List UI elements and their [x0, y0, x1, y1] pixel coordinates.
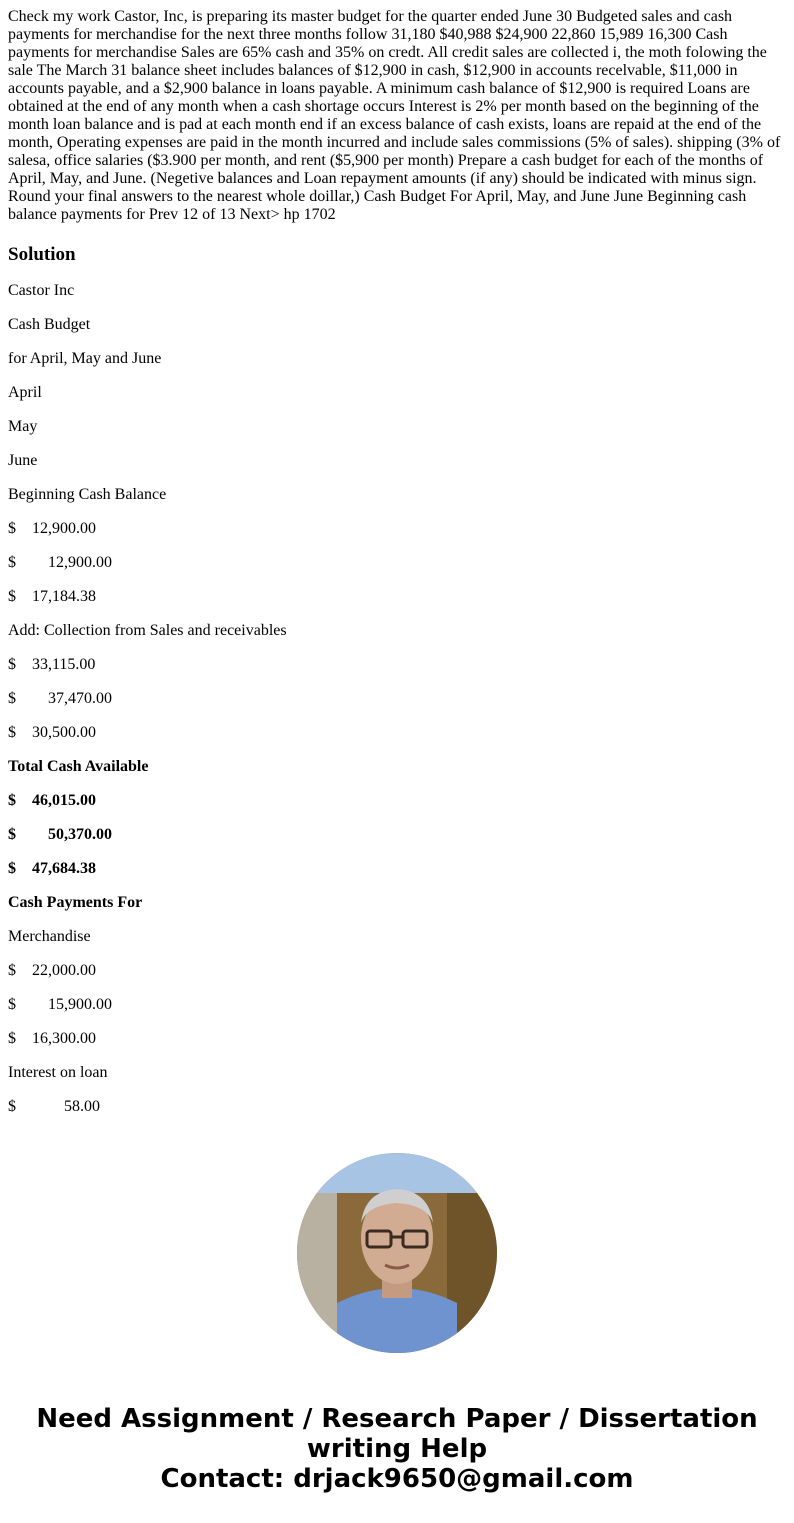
banner-line: Need Assignment / Research Paper / Dissertation: [36, 1404, 758, 1434]
solution-line: $ 37,470.00: [8, 690, 112, 707]
solution-line: $ 47,684.38: [8, 860, 96, 877]
solution-line: $ 33,115.00: [8, 656, 96, 673]
solution-line: Castor Inc: [8, 282, 75, 299]
solution-line: Cash Budget: [8, 316, 91, 333]
contact-email: Contact: drjack9650@gmail.com: [160, 1464, 634, 1494]
solution-line: $ 16,300.00: [8, 1030, 96, 1047]
solution-line: $ 30,500.00: [8, 724, 96, 741]
solution-line: April: [8, 384, 42, 401]
avatar-portrait-icon: [297, 1153, 497, 1353]
solution-heading: Solution: [8, 244, 76, 265]
solution-line: $ 46,015.00: [8, 792, 96, 809]
avatar: [297, 1153, 497, 1353]
solution-line: $ 58.00: [8, 1098, 100, 1115]
contact-banner: [0, 1404, 794, 1494]
solution-line: $ 15,900.00: [8, 996, 112, 1013]
solution-line: May: [8, 418, 38, 435]
solution-line: June: [8, 452, 38, 469]
solution-line: $ 12,900.00: [8, 554, 112, 571]
solution-line: for April, May and June: [8, 350, 162, 367]
solution-line: Add: Collection from Sales and receivables: [8, 622, 287, 639]
solution-line: $ 17,184.38: [8, 588, 96, 605]
solution-line: Cash Payments For: [8, 894, 143, 911]
solution-line: Interest on loan: [8, 1064, 108, 1081]
question-text: Check my work Castor, Inc, is preparing its master budget for the quarter ended June 30 Budgeted sales and cash payments for merchandise for the next three months follow 31,180 $40,988 $24,900 22,860 15,989 16,300 Cash payments for merchandise Sales are 65% cash and 35% on credt. All credit sales are collected i, the moth folowing the sale The March 31 balance sheet includes balances of $12,900 in cash, $12,900 in accounts recelvable, $11,000 in accounts payable, and a $2,900 balance in loans payable. A minimum cash balance of $12,900 is required Loans are obtained at the end of any month when a cash shortage occurs Interest is 2% per month based on the beginning of the month loan balance and is pad at each month end if an excess balance of cash exists, loans are repaid at the end of the month, Operating expenses are paid in the month incurred and include sales commissions (5% of sales). shipping (3% of salesa, office salaries ($3.900 per month, and rent ($5,900 per month) Prepare a cash budget for each of the months of April, May, and June. (Negetive balances and Loan repayment amounts (if any) should be indicated with minus sign. Round your final answers to the nearest whole doillar,) Cash Budget For April, May, and June June Beginning cash balance payments for Prev 12 of 13 Next> hp 1702: [8, 8, 781, 223]
solution-line: Merchandise: [8, 928, 91, 945]
solution-line: Beginning Cash Balance: [8, 486, 167, 503]
solution-line: $ 22,000.00: [8, 962, 96, 979]
banner-line: writing Help: [306, 1434, 488, 1464]
solution-line: Total Cash Available: [8, 758, 149, 775]
solution-line: $ 12,900.00: [8, 520, 96, 537]
solution-line: $ 50,370.00: [8, 826, 112, 843]
solution-body: [8, 282, 786, 1116]
